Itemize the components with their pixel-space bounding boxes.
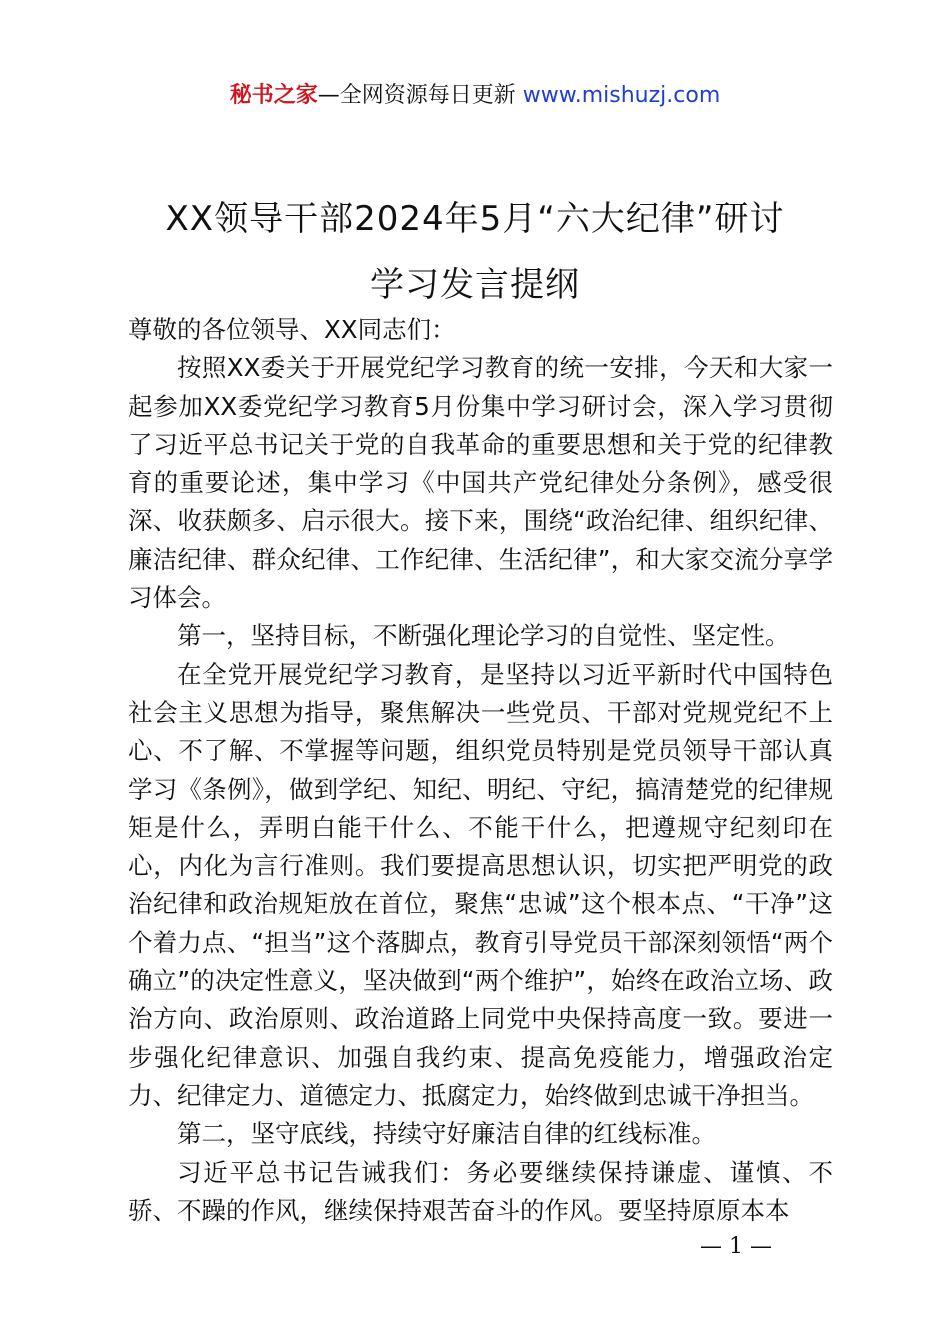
title-line-1: XX领导干部2024年5月“六大纪律”研讨 <box>165 199 785 239</box>
site-header <box>0 80 950 112</box>
document-body <box>128 311 833 1230</box>
site-brand: 秘书之家 <box>229 83 318 108</box>
intro-paragraph: 按照XX委关于开展党纪学习教育的统一安排，今天和大家一起参加XX委党纪学习教育5月份集中学习研讨会，深入学习贯彻了习近平总书记关于党的自我革命的重要思想和关于党的纪律教育的重要论述，集中学习《中国共产党纪律处分条例》，感受很深、收获颇多、启示很大。接下来，围绕“政治纪律、组织纪律、廉洁纪律、群众纪律、工作纪律、生活纪律”，和大家交流分享学习体会。 <box>128 353 833 613</box>
section-heading-1: 第一，坚持目标，不断强化理论学习的自觉性、坚定性。 <box>177 621 790 651</box>
site-url-link[interactable]: www.mishuzj.com <box>522 83 721 108</box>
section-1-paragraph: 在全党开展党纪学习教育，是坚持以习近平新时代中国特色社会主义思想为指导，聚焦解决一些党员、干部对党规党纪不上心、不了解、不掌握等问题，组织党员特别是党员领导干部认真学习《条例》，做到学纪、知纪、明纪、守纪，搞清楚党的纪律规矩是什么，弄明白能干什么、不能干什么，把遵规守纪刻印在心，内化为言行准则。我们要提高思想认识，切实把严明党的政治纪律和政治规矩放在首位，聚焦“忠诚”这个根本点、“干净”这个着力点、“担当”这个落脚点，教育引导党员干部深刻领悟“两个确立”的决定性意义，坚决做到“两个维护”，始终在政治立场、政治方向、政治原则、政治道路上同党中央保持高度一致。要进一步强化纪律意识、加强自我约束、提高免疫能力，增强政治定力、纪律定力、道德定力、抵腐定力，始终做到忠诚干净担当。 <box>128 659 833 1110</box>
title-line-2: 学习发言提纲 <box>370 265 580 305</box>
site-tagline: —全网资源每日更新 <box>317 83 523 108</box>
page-number: — 1 — <box>700 1234 772 1259</box>
greeting-paragraph: 尊敬的各位领导、XX同志们： <box>128 315 456 344</box>
section-2-paragraph: 习近平总书记告诫我们：务必要继续保持谦虚、谨慎、不骄、不躁的作风，继续保持艰苦奋斗的作风。要坚持原原本本 <box>128 1157 833 1225</box>
section-heading-2: 第二，坚守底线，持续守好廉洁自律的红线标准。 <box>177 1119 716 1149</box>
document-title <box>0 186 950 318</box>
